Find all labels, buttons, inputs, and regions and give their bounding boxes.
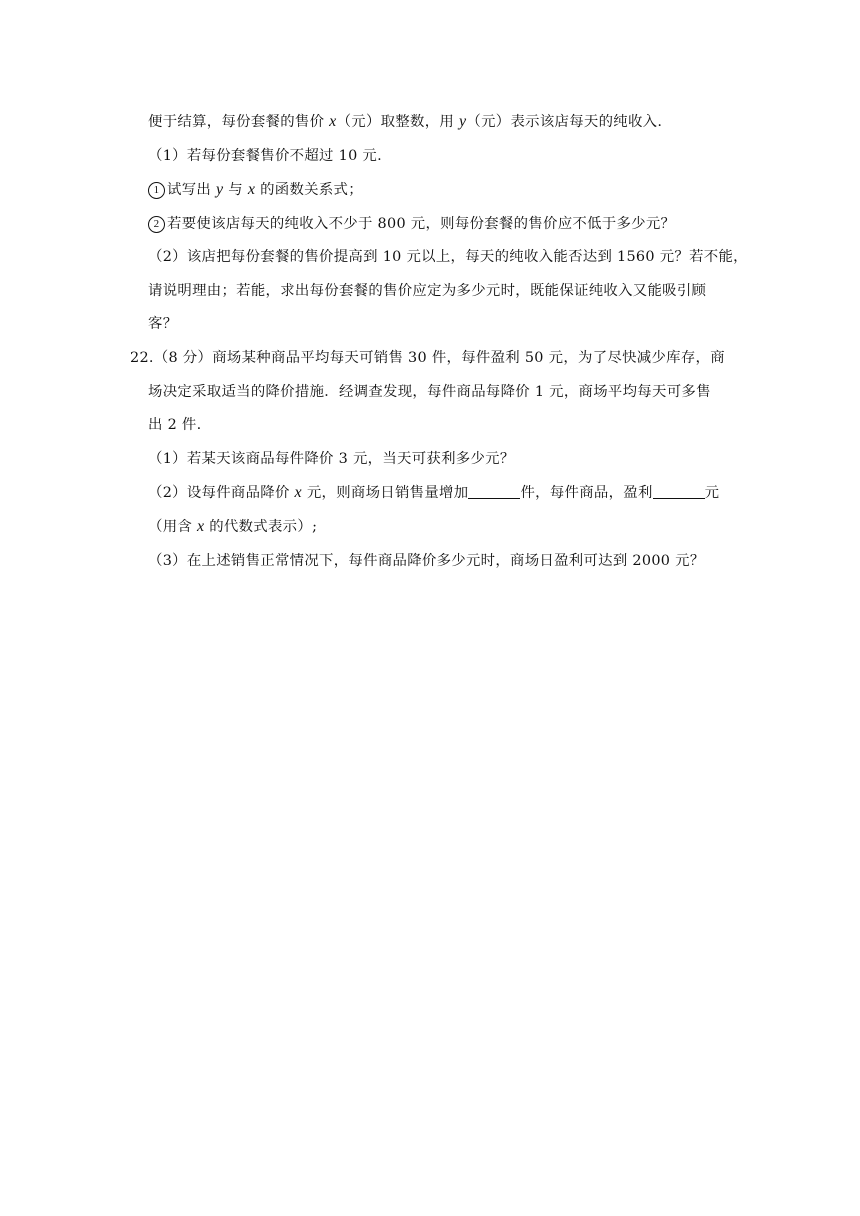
q21-sub2 bbox=[148, 214, 675, 234]
q22-part1: （1）若某天该商品每件降价 3 元，当天可获利多少元？ bbox=[148, 451, 515, 467]
q21-sub2-text: 若要使该店每天的纯收入不少于 800 元，则每份套餐的售价应不低于多少元？ bbox=[167, 216, 676, 232]
q22-part2-cont bbox=[148, 517, 317, 537]
q22-part2-text-2: 元，则商场日销售量增加 bbox=[301, 485, 469, 501]
q22-stem-line3: 出 2 件. bbox=[148, 417, 202, 433]
q21-intro-text-3: （元）表示该店每天的纯收入. bbox=[466, 114, 663, 130]
q22-part2-text-3: 件，每件商品，盈利 bbox=[520, 485, 653, 501]
q22-part2-text-1: （2）设每件商品降价 bbox=[148, 485, 295, 501]
q21-sub1-text-1: 试写出 bbox=[167, 182, 216, 198]
q21-part2-line3: 客？ bbox=[148, 316, 178, 332]
variable-y: y bbox=[215, 181, 224, 198]
q22-part2 bbox=[148, 483, 719, 503]
q22-part2-text-4: 元 bbox=[704, 485, 720, 501]
q21-part2-line2: 请说明理由；若能，求出每份套餐的售价应定为多少元时，既能保证纯收入又能吸引顾 bbox=[148, 283, 707, 299]
q21-sub1-text-2: 与 bbox=[223, 182, 248, 198]
q22-part2-cont-text-2: 的代数式表示）; bbox=[204, 519, 318, 535]
q21-intro-text-2: （元）取整数，用 bbox=[336, 114, 459, 130]
q21-sub1 bbox=[148, 180, 363, 200]
circled-number-2-icon: 2 bbox=[148, 216, 165, 233]
q22-part3: （3）在上述销售正常情况下，每件商品降价多少元时，商场日盈利可达到 2000 元？ bbox=[148, 553, 705, 569]
q21-sub1-text-3: 的函数关系式； bbox=[255, 182, 363, 198]
q21-part1: （1）若每份套餐售价不超过 10 元. bbox=[148, 148, 382, 164]
variable-x: x bbox=[196, 518, 205, 535]
answer-blank-1[interactable] bbox=[468, 484, 520, 499]
answer-blank-2[interactable] bbox=[653, 484, 705, 499]
q21-intro-line bbox=[148, 112, 662, 132]
q22-stem-line2: 场决定采取适当的降价措施．经调查发现，每件商品每降价 1 元，商场平均每天可多售 bbox=[148, 384, 711, 400]
variable-x: x bbox=[329, 113, 337, 130]
variable-y: y bbox=[458, 113, 467, 130]
q21-part2-line1: （2）该店把每份套餐的售价提高到 10 元以上，每天的纯收入能否达到 1560 元？若不能， bbox=[148, 249, 748, 265]
q21-intro-text-1: 便于结算，每份套餐的售价 bbox=[148, 114, 330, 130]
variable-x: x bbox=[247, 181, 256, 198]
circled-number-1-icon: 1 bbox=[148, 182, 165, 199]
q22-stem-line1: 22.（8 分）商场某种商品平均每天可销售 30 件，每件盈利 50 元，为了尽快减少库存，商 bbox=[130, 350, 725, 366]
q22-part2-cont-text-1: （用含 bbox=[148, 519, 197, 535]
variable-x: x bbox=[294, 484, 302, 501]
